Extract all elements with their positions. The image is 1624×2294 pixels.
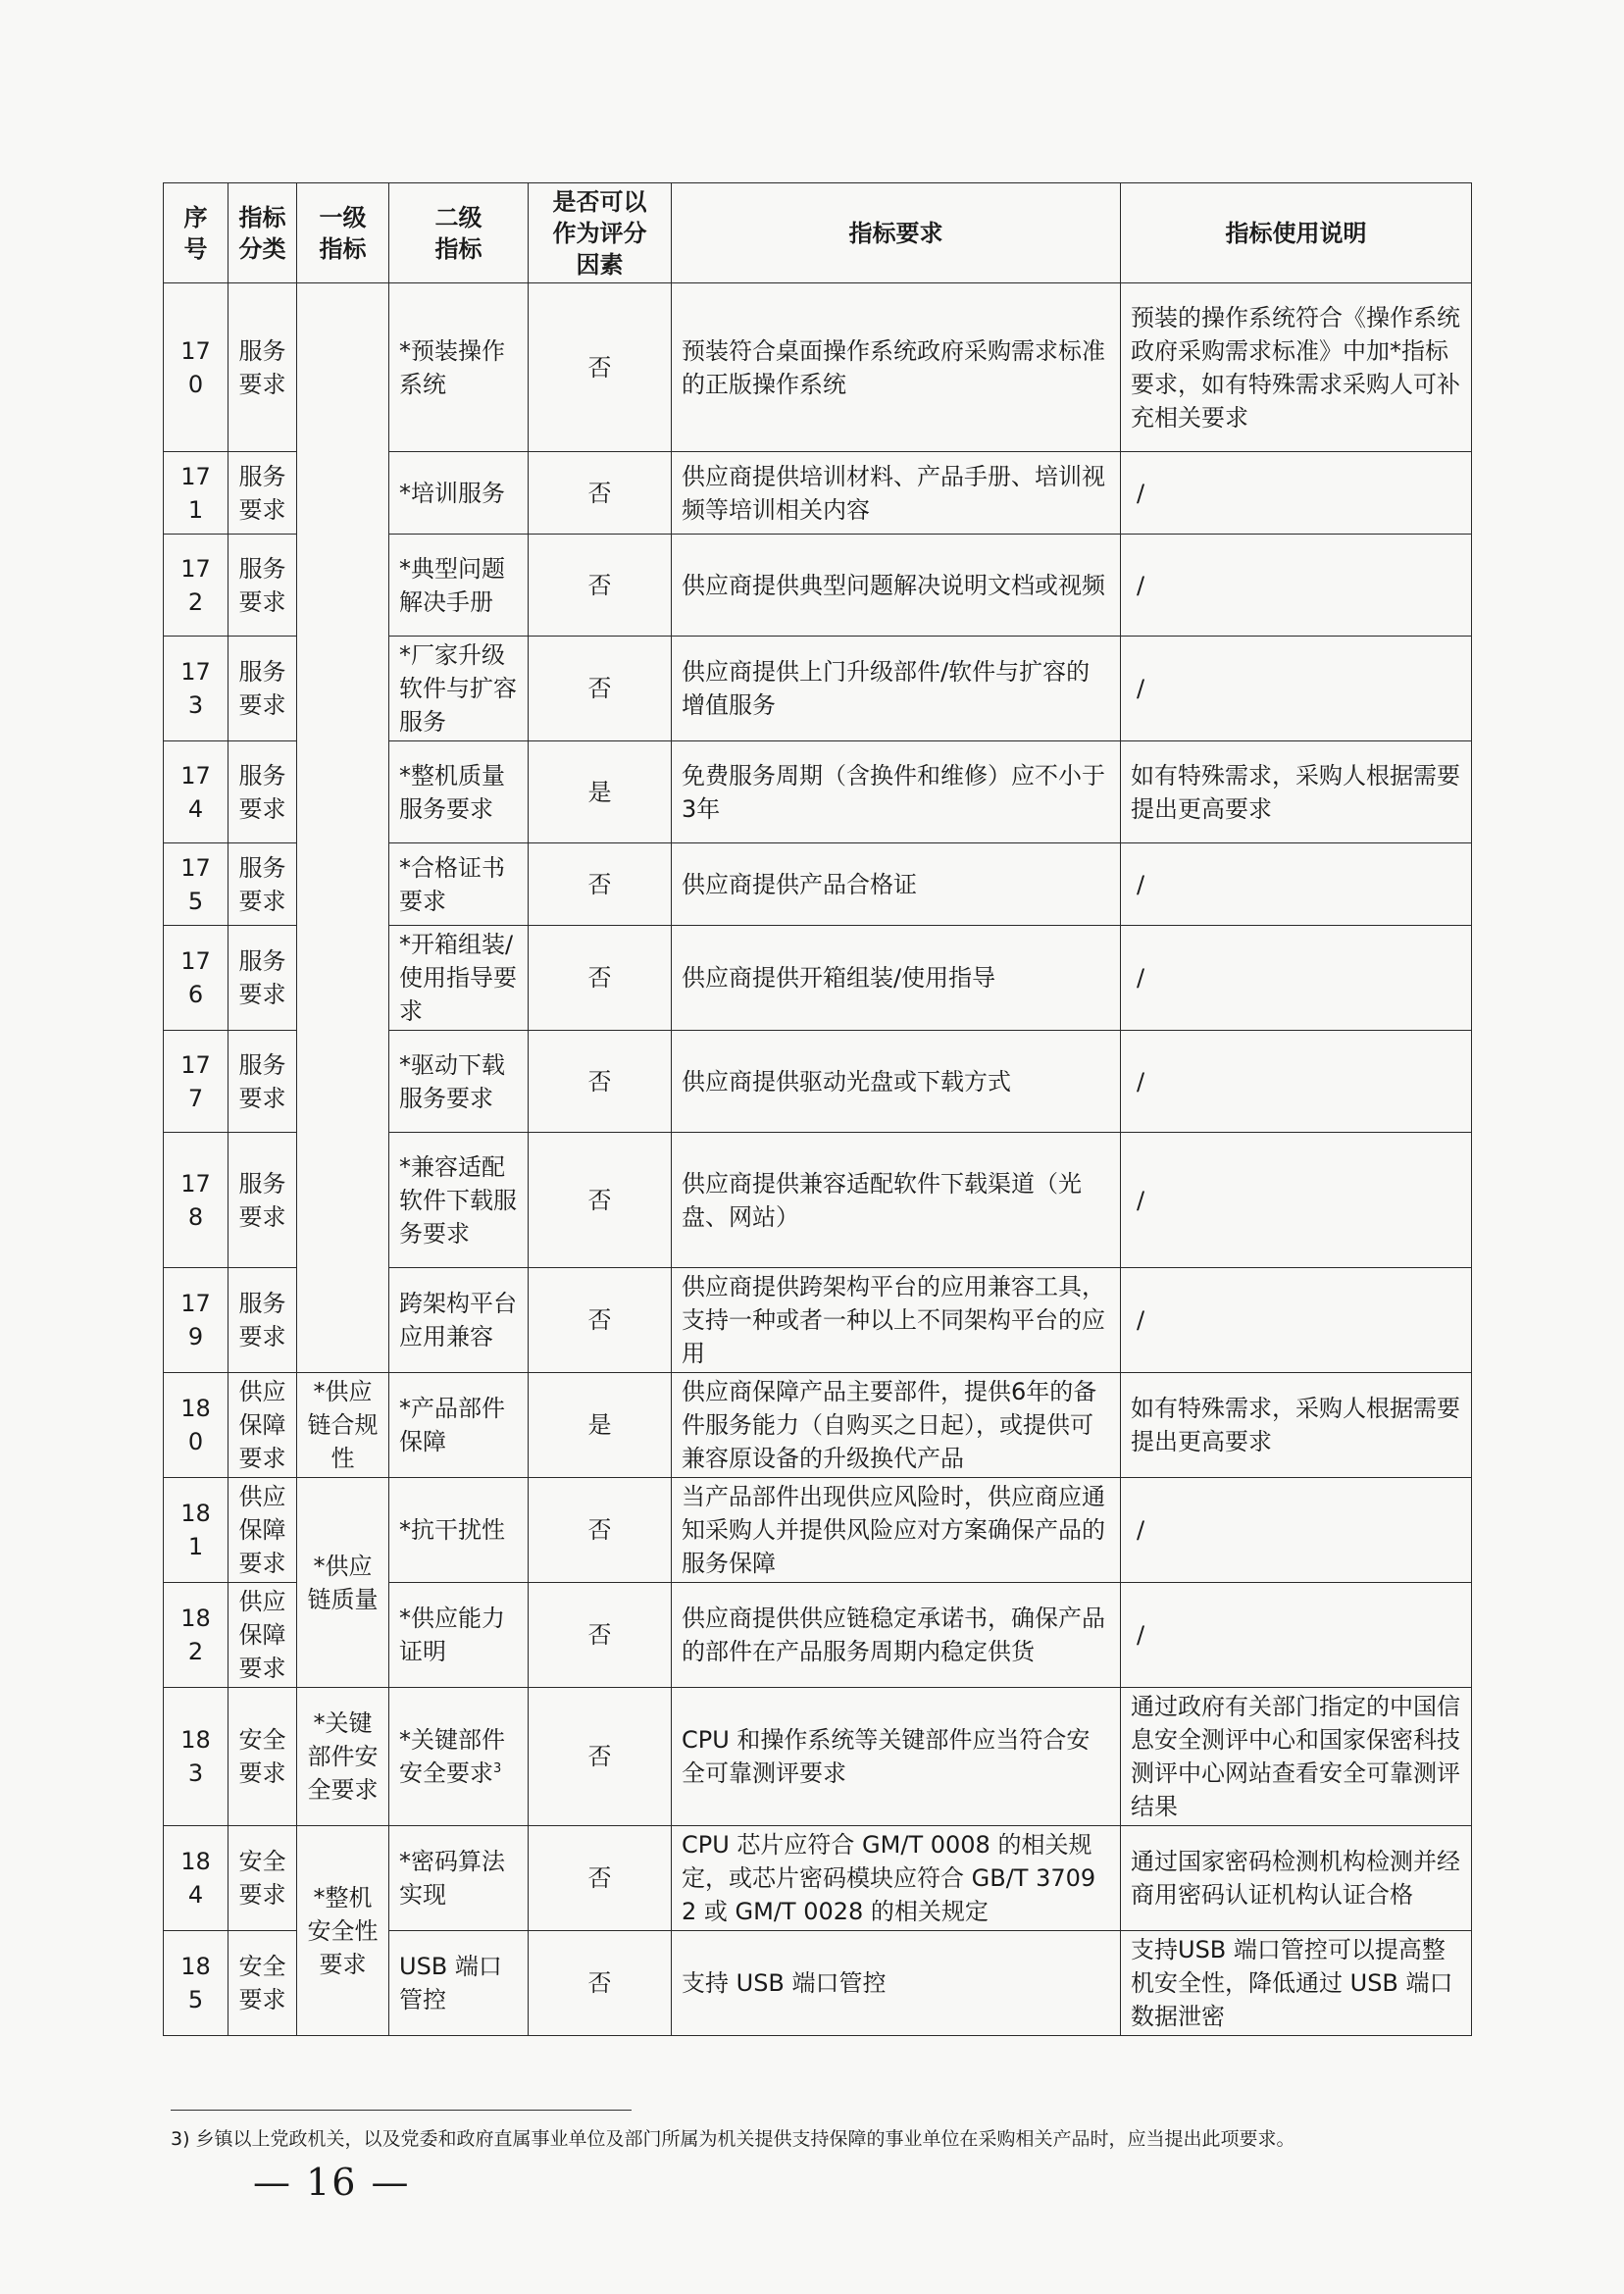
row-category: 服务要求 <box>228 535 297 637</box>
row-number: 175 <box>164 843 228 926</box>
header-level1: 一级指标 <box>297 183 389 283</box>
row-note: / <box>1121 1031 1472 1133</box>
row-note: / <box>1121 843 1472 926</box>
header-level2: 二级指标 <box>389 183 529 283</box>
row-category: 服务要求 <box>228 843 297 926</box>
row-number: 173 <box>164 637 228 741</box>
row-scoring: 是 <box>529 741 672 843</box>
row-note: 如有特殊需求，采购人根据需要提出更高要求 <box>1121 741 1472 843</box>
row-requirement: 供应商提供典型问题解决说明文档或视频 <box>672 535 1121 637</box>
header-scoring: 是否可以作为评分因素 <box>529 183 672 283</box>
row-number: 183 <box>164 1688 228 1826</box>
row-requirement: 供应商提供开箱组装/使用指导 <box>672 926 1121 1031</box>
row-scoring: 否 <box>529 1133 672 1268</box>
row-category: 服务要求 <box>228 926 297 1031</box>
row-number: 182 <box>164 1583 228 1688</box>
row-number: 176 <box>164 926 228 1031</box>
footnote-reference: 3 <box>493 1761 502 1776</box>
row-category: 服务要求 <box>228 741 297 843</box>
header-category: 指标分类 <box>228 183 297 283</box>
row-level2: *驱动下载服务要求 <box>389 1031 529 1133</box>
header-no: 序号 <box>164 183 228 283</box>
row-requirement: 供应商提供产品合格证 <box>672 843 1121 926</box>
row-scoring: 否 <box>529 926 672 1031</box>
row-note: 通过国家密码检测机构检测并经商用密码认证机构认证合格 <box>1121 1826 1472 1931</box>
row-category: 供应保障要求 <box>228 1583 297 1688</box>
row-category: 服务要求 <box>228 637 297 741</box>
row-note: / <box>1121 1478 1472 1583</box>
row-scoring: 否 <box>529 1583 672 1688</box>
row-category: 供应保障要求 <box>228 1478 297 1583</box>
row-level2: *供应能力证明 <box>389 1583 529 1688</box>
table-row <box>164 1478 1472 1583</box>
row-number: 185 <box>164 1931 228 2036</box>
row-category: 安全要求 <box>228 1826 297 1931</box>
row-level1: *供应链质量 <box>297 1478 389 1688</box>
row-number: 180 <box>164 1373 228 1478</box>
row-level2: *培训服务 <box>389 452 529 535</box>
row-note: / <box>1121 535 1472 637</box>
header-requirement: 指标要求 <box>672 183 1121 283</box>
row-requirement: 预装符合桌面操作系统政府采购需求标准的正版操作系统 <box>672 283 1121 452</box>
row-scoring: 否 <box>529 1826 672 1931</box>
table-row <box>164 1826 1472 1931</box>
row-requirement: CPU 芯片应符合 GM/T 0008 的相关规定，或芯片密码模块应符合 GB/T 37092 或 GM/T 0028 的相关规定 <box>672 1826 1121 1931</box>
row-note: 如有特殊需求，采购人根据需要提出更高要求 <box>1121 1373 1472 1478</box>
footnote: 3) 乡镇以上党政机关，以及党委和政府直属事业单位及部门所属为机关提供支持保障的事业单位在采购相关产品时，应当提出此项要求。 <box>171 2128 1295 2150</box>
row-scoring: 是 <box>529 1373 672 1478</box>
row-level2: *抗干扰性 <box>389 1478 529 1583</box>
row-note: / <box>1121 637 1472 741</box>
row-category: 安全要求 <box>228 1688 297 1826</box>
row-category: 服务要求 <box>228 1031 297 1133</box>
row-note: 通过政府有关部门指定的中国信息安全测评中心和国家保密科技测评中心网站查看安全可靠测评结果 <box>1121 1688 1472 1826</box>
row-level1: *供应链合规性 <box>297 1373 389 1478</box>
row-level2: *厂家升级软件与扩容服务 <box>389 637 529 741</box>
row-requirement: 供应商提供驱动光盘或下载方式 <box>672 1031 1121 1133</box>
row-note: 预装的操作系统符合《操作系统政府采购需求标准》中加*指标要求，如有特殊需求采购人可补充相关要求 <box>1121 283 1472 452</box>
row-category: 服务要求 <box>228 452 297 535</box>
row-number: 181 <box>164 1478 228 1583</box>
row-note: / <box>1121 926 1472 1031</box>
row-level2: *典型问题解决手册 <box>389 535 529 637</box>
row-requirement: 免费服务周期（含换件和维修）应不小于3年 <box>672 741 1121 843</box>
row-level2: *整机质量服务要求 <box>389 741 529 843</box>
row-requirement: CPU 和操作系统等关键部件应当符合安全可靠测评要求 <box>672 1688 1121 1826</box>
row-scoring: 否 <box>529 1031 672 1133</box>
page-number: — 16 — <box>253 2161 411 2204</box>
row-number: 172 <box>164 535 228 637</box>
row-number: 171 <box>164 452 228 535</box>
row-scoring: 否 <box>529 1688 672 1826</box>
row-scoring: 否 <box>529 452 672 535</box>
row-note: / <box>1121 1268 1472 1373</box>
row-level2: *密码算法实现 <box>389 1826 529 1931</box>
row-note: / <box>1121 452 1472 535</box>
row-requirement: 供应商提供上门升级部件/软件与扩容的增值服务 <box>672 637 1121 741</box>
row-category: 安全要求 <box>228 1931 297 2036</box>
row-requirement: 当产品部件出现供应风险时，供应商应通知采购人并提供风险应对方案确保产品的服务保障 <box>672 1478 1121 1583</box>
row-category: 服务要求 <box>228 1133 297 1268</box>
row-level1: *整机安全性要求 <box>297 1826 389 2036</box>
row-level2-text: *关键部件安全要求 <box>399 1726 505 1787</box>
row-number: 184 <box>164 1826 228 1931</box>
row-number: 177 <box>164 1031 228 1133</box>
row-category: 供应保障要求 <box>228 1373 297 1478</box>
row-note: 支持USB 端口管控可以提高整机安全性，降低通过 USB 端口数据泄密 <box>1121 1931 1472 2036</box>
row-scoring: 否 <box>529 843 672 926</box>
row-level2: *兼容适配软件下载服务要求 <box>389 1133 529 1268</box>
row-scoring: 否 <box>529 1931 672 2036</box>
row-level2: *开箱组装/使用指导要求 <box>389 926 529 1031</box>
row-number: 178 <box>164 1133 228 1268</box>
footnote-divider <box>171 2110 632 2111</box>
row-scoring: 否 <box>529 283 672 452</box>
row-level2: USB 端口管控 <box>389 1931 529 2036</box>
row-level1-empty <box>297 283 389 1373</box>
table-row <box>164 283 1472 452</box>
row-scoring: 否 <box>529 1478 672 1583</box>
row-level2: *预装操作系统 <box>389 283 529 452</box>
row-level2 <box>389 1688 529 1826</box>
row-scoring: 否 <box>529 535 672 637</box>
row-level2: *合格证书要求 <box>389 843 529 926</box>
row-number: 170 <box>164 283 228 452</box>
requirements-table <box>163 182 1472 2036</box>
table-row <box>164 1688 1472 1826</box>
row-category: 服务要求 <box>228 1268 297 1373</box>
row-requirement: 供应商提供兼容适配软件下载渠道（光盘、网站） <box>672 1133 1121 1268</box>
row-number: 174 <box>164 741 228 843</box>
row-requirement: 供应商提供培训材料、产品手册、培训视频等培训相关内容 <box>672 452 1121 535</box>
row-requirement: 供应商提供供应链稳定承诺书，确保产品的部件在产品服务周期内稳定供货 <box>672 1583 1121 1688</box>
table-header-row <box>164 183 1472 283</box>
row-requirement: 供应商保障产品主要部件，提供6年的备件服务能力（自购买之日起），或提供可兼容原设备的升级换代产品 <box>672 1373 1121 1478</box>
row-level2: *产品部件保障 <box>389 1373 529 1478</box>
row-requirement: 支持 USB 端口管控 <box>672 1931 1121 2036</box>
row-scoring: 否 <box>529 1268 672 1373</box>
row-category: 服务要求 <box>228 283 297 452</box>
row-scoring: 否 <box>529 637 672 741</box>
row-level2: 跨架构平台应用兼容 <box>389 1268 529 1373</box>
header-note: 指标使用说明 <box>1121 183 1472 283</box>
row-note: / <box>1121 1133 1472 1268</box>
table-row <box>164 1373 1472 1478</box>
row-level1: *关键部件安全要求 <box>297 1688 389 1826</box>
row-number: 179 <box>164 1268 228 1373</box>
row-note: / <box>1121 1583 1472 1688</box>
row-requirement: 供应商提供跨架构平台的应用兼容工具，支持一种或者一种以上不同架构平台的应用 <box>672 1268 1121 1373</box>
